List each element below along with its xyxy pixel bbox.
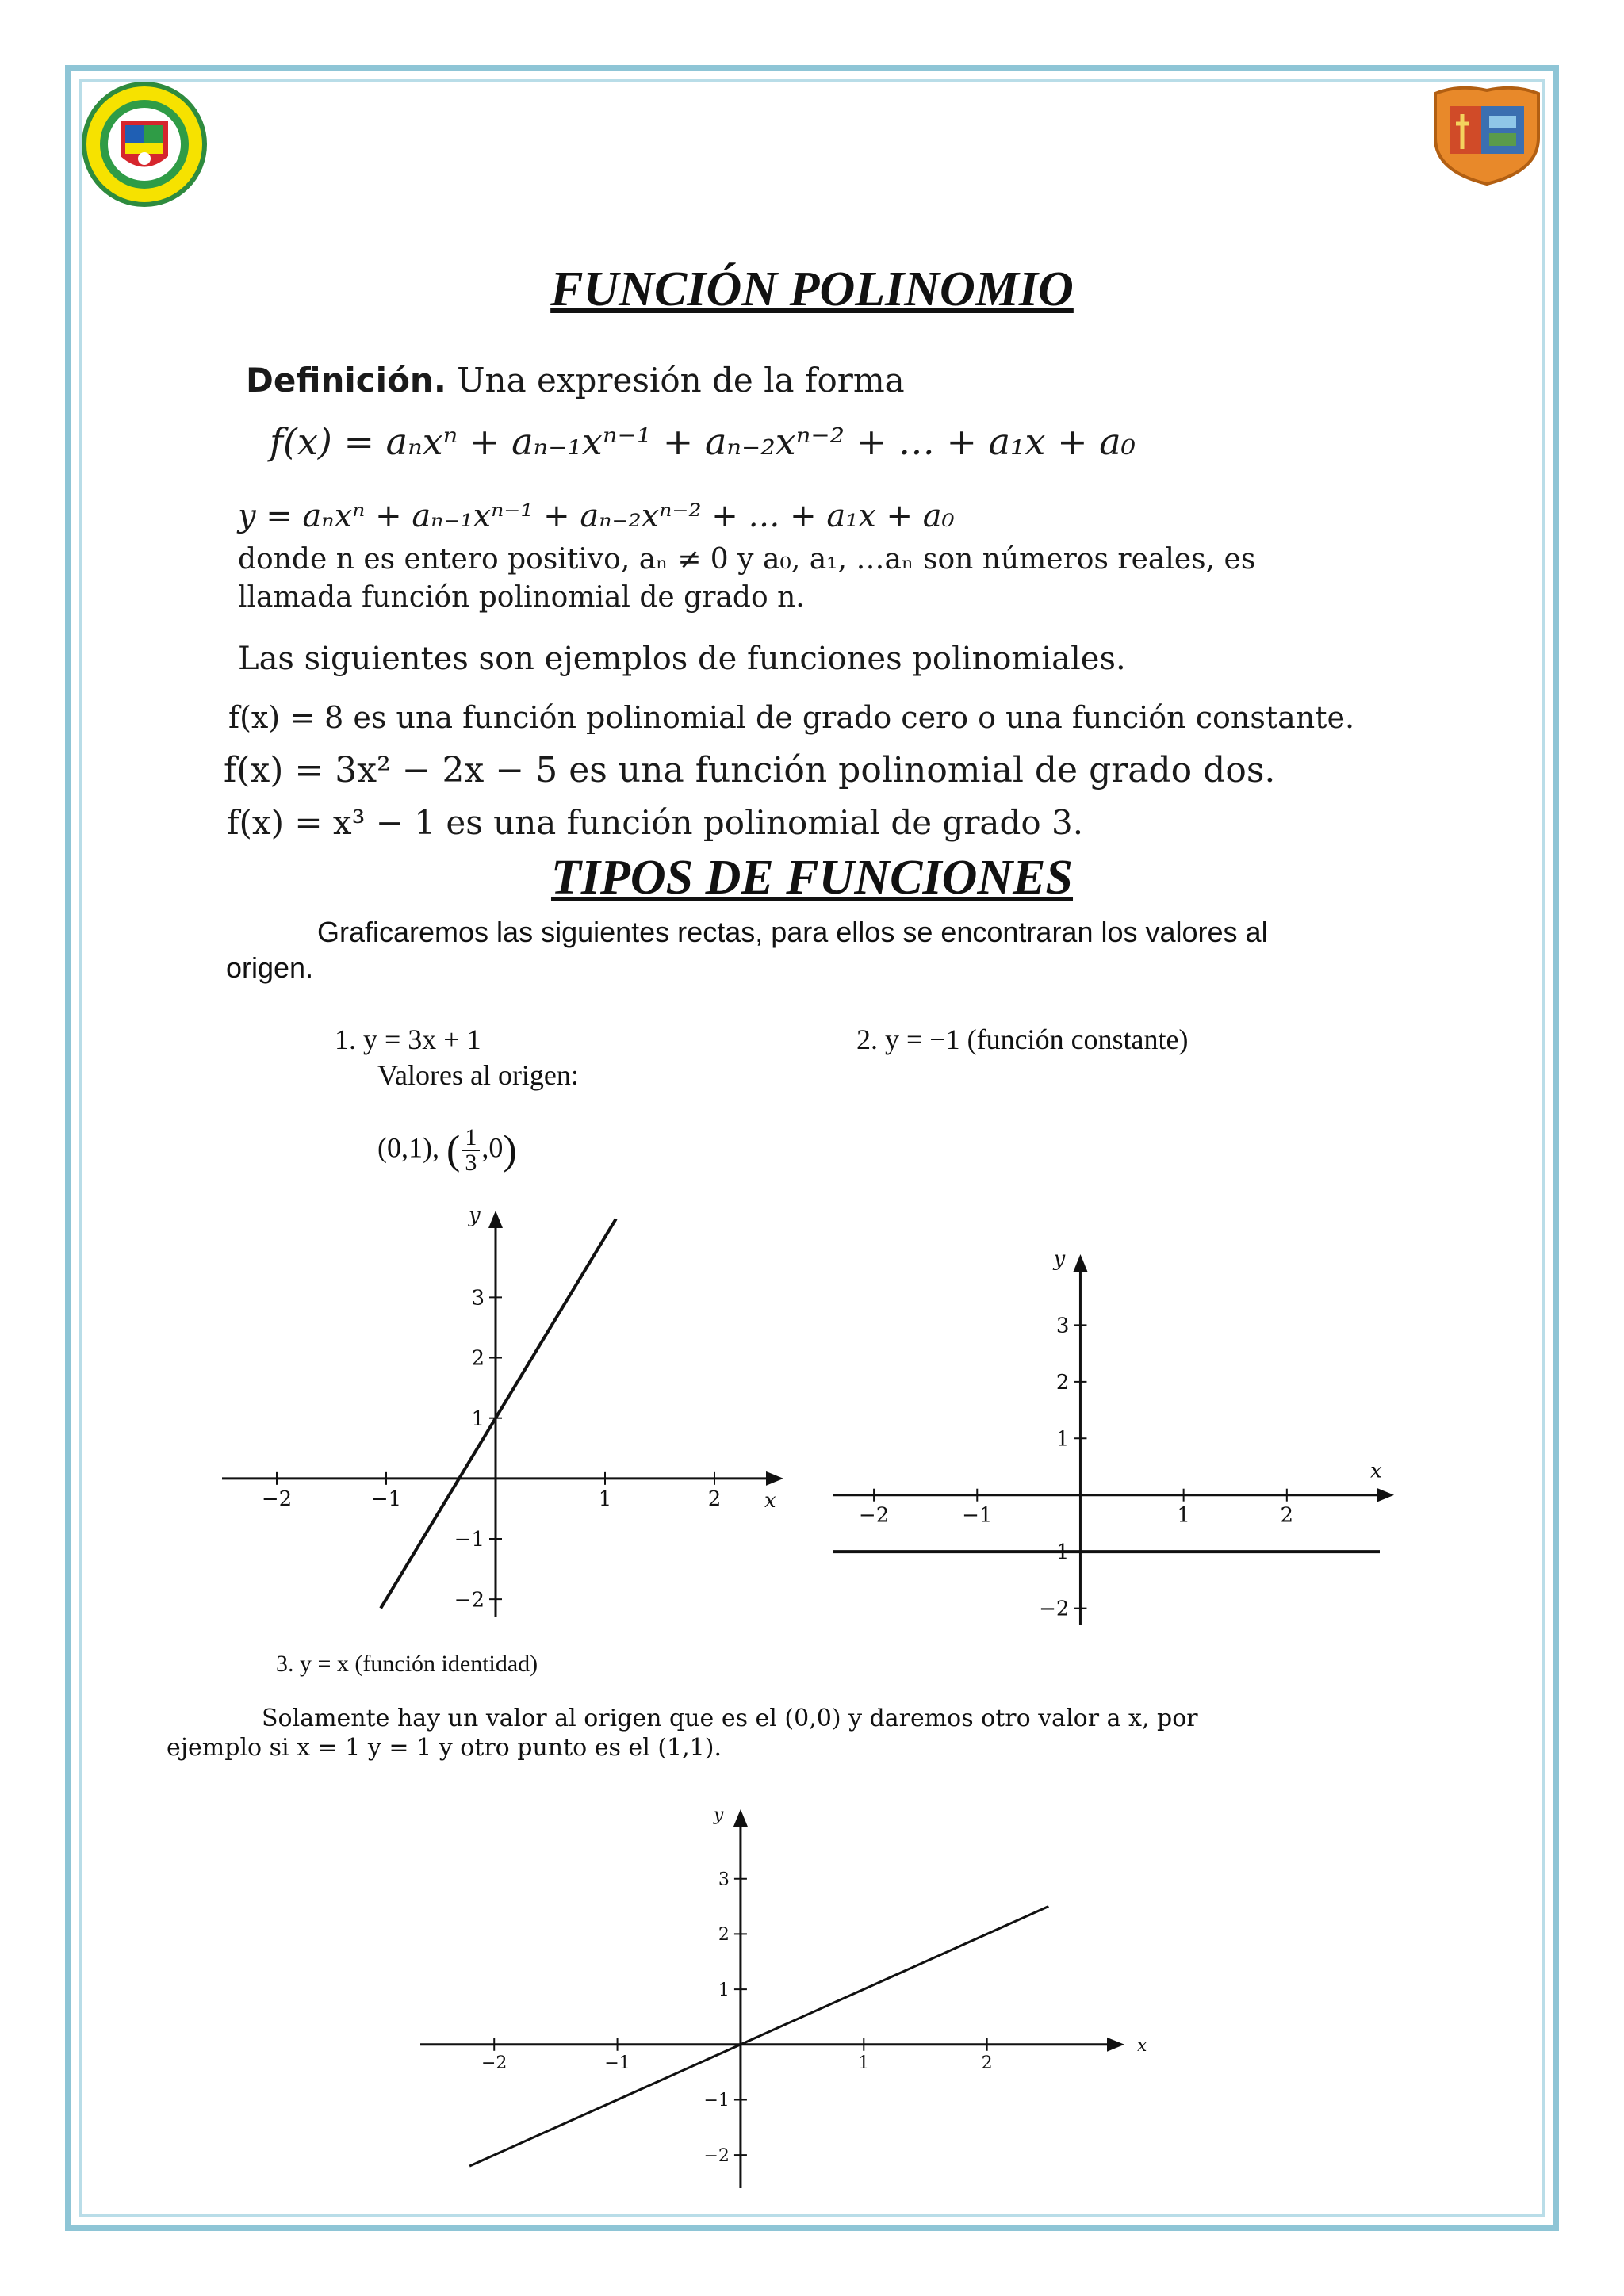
x-axis-label: x	[1137, 2035, 1147, 2056]
x-tick-label: 2	[707, 1487, 722, 1511]
y-tick-label: 2	[1055, 1370, 1070, 1395]
x-axis-arrow	[766, 1471, 783, 1486]
x-tick-label: 1	[858, 2053, 870, 2073]
fraction-denominator: 3	[465, 1150, 477, 1176]
x-tick-label: −2	[261, 1487, 293, 1511]
y-tick-label: −2	[1039, 1597, 1070, 1621]
y-tick-label: 1	[1055, 1427, 1070, 1452]
y-tick-label: −2	[454, 1588, 485, 1613]
y-tick-label: 3	[1055, 1314, 1070, 1338]
y-axis-label: y	[713, 1805, 724, 1825]
intro-paragraph-line2: origen.	[226, 951, 314, 984]
x-axis-arrow	[1377, 1488, 1394, 1502]
graph-identity-y-equals-x	[412, 1800, 1158, 2196]
section-title: TIPOS DE FUNCIONES	[550, 851, 1074, 905]
y-tick-label: 3	[718, 1869, 730, 1890]
intercept-y: (0,1),	[377, 1131, 439, 1164]
x-tick-label: 1	[1177, 1503, 1190, 1528]
definition-equation-y: y = aₙxⁿ + aₙ₋₁xⁿ⁻¹ + aₙ₋₂xⁿ⁻² + … + a₁x + a₀	[238, 498, 955, 534]
intro-paragraph-line1: Graficaremos las siguientes rectas, para ellos se encontraran los valores al	[317, 916, 1268, 948]
y-tick-label: 2	[718, 1925, 730, 1946]
item-1-equation: 1. y = 3x + 1	[335, 1024, 481, 1055]
function-line	[469, 1907, 1048, 2167]
x-axis-arrow	[1107, 2038, 1124, 2052]
y-axis-arrow	[1073, 1254, 1087, 1272]
y-tick-label: −2	[703, 2145, 730, 2166]
identity-explanation-line1: Solamente hay un valor al origen que es el (0,0) y daremos otro valor a x, por	[262, 1705, 1198, 1732]
y-tick-label: 1	[718, 1980, 730, 2000]
x-axis-label: x	[764, 1488, 776, 1513]
faculty-shield-logo	[1427, 82, 1546, 187]
identity-explanation-line2: ejemplo si x = 1 y = 1 y otro punto es el (1,1).	[167, 1734, 722, 1762]
examples-intro: Las siguientes son ejemplos de funciones polinomiales.	[238, 641, 1126, 677]
intercept-x-rest: ,0	[481, 1131, 504, 1164]
definition-conditions-line1: donde n es entero positivo, aₙ ≠ 0 y a₀, a₁, …aₙ son números reales, es	[238, 543, 1256, 576]
x-tick-label: −2	[858, 1503, 890, 1528]
y-tick-label: −1	[454, 1528, 485, 1552]
y-tick-label: 1	[471, 1406, 485, 1431]
x-tick-label: 1	[598, 1487, 612, 1511]
x-tick-label: −1	[604, 2053, 630, 2073]
y-tick-label: 2	[471, 1346, 485, 1371]
x-axis-label: x	[1370, 1459, 1382, 1483]
fraction-one-third	[462, 1126, 480, 1175]
item-1-intercepts: (0,1), ( $\frac{1}{3}$ ,0)	[377, 1124, 517, 1176]
graph-linear-y-3x-plus-1	[214, 1205, 801, 1633]
x-tick-label: −1	[370, 1487, 402, 1511]
graph-constant-y-minus-1	[825, 1253, 1404, 1641]
x-tick-label: 2	[981, 2053, 993, 2073]
definition-equation-f: f(x) = aₙxⁿ + aₙ₋₁xⁿ⁻¹ + aₙ₋₂xⁿ⁻² + … + a₁x + a₀	[270, 420, 1136, 463]
example-degree-two: f(x) = 3x² − 2x − 5 es una función polinomial de grado dos.	[224, 750, 1276, 790]
function-line	[381, 1219, 616, 1608]
definition-label: Definición.	[246, 361, 446, 400]
example-constant: f(x) = 8 es una función polinomial de grado cero o una función constante.	[228, 700, 1355, 735]
definition-intro	[246, 361, 905, 400]
y-tick-label: 3	[471, 1286, 485, 1311]
y-axis-arrow	[488, 1211, 503, 1228]
y-axis-arrow	[733, 1809, 748, 1827]
definition-intro-text: Una expresión de la forma	[457, 361, 905, 400]
example-degree-three: f(x) = x³ − 1 es una función polinomial de grado 3.	[227, 803, 1084, 842]
x-tick-label: −1	[962, 1503, 993, 1528]
item-1-subtitle: Valores al origen:	[377, 1059, 579, 1091]
fraction-numerator: 1	[462, 1126, 480, 1151]
main-title: FUNCIÓN POLINOMIO	[550, 262, 1074, 316]
y-tick-label: −1	[703, 2091, 730, 2111]
definition-conditions-line2: llamada función polinomial de grado n.	[238, 581, 805, 614]
x-tick-label: −2	[481, 2053, 508, 2073]
x-tick-label: 2	[1280, 1503, 1294, 1528]
university-seal-logo	[81, 81, 208, 208]
y-axis-label: y	[469, 1205, 481, 1227]
y-axis-label: y	[1053, 1253, 1066, 1271]
item-3-equation: 3. y = x (función identidad)	[276, 1651, 538, 1677]
item-2-equation: 2. y = −1 (función constante)	[856, 1024, 1189, 1055]
y-tick-label: −1	[1039, 1540, 1070, 1565]
